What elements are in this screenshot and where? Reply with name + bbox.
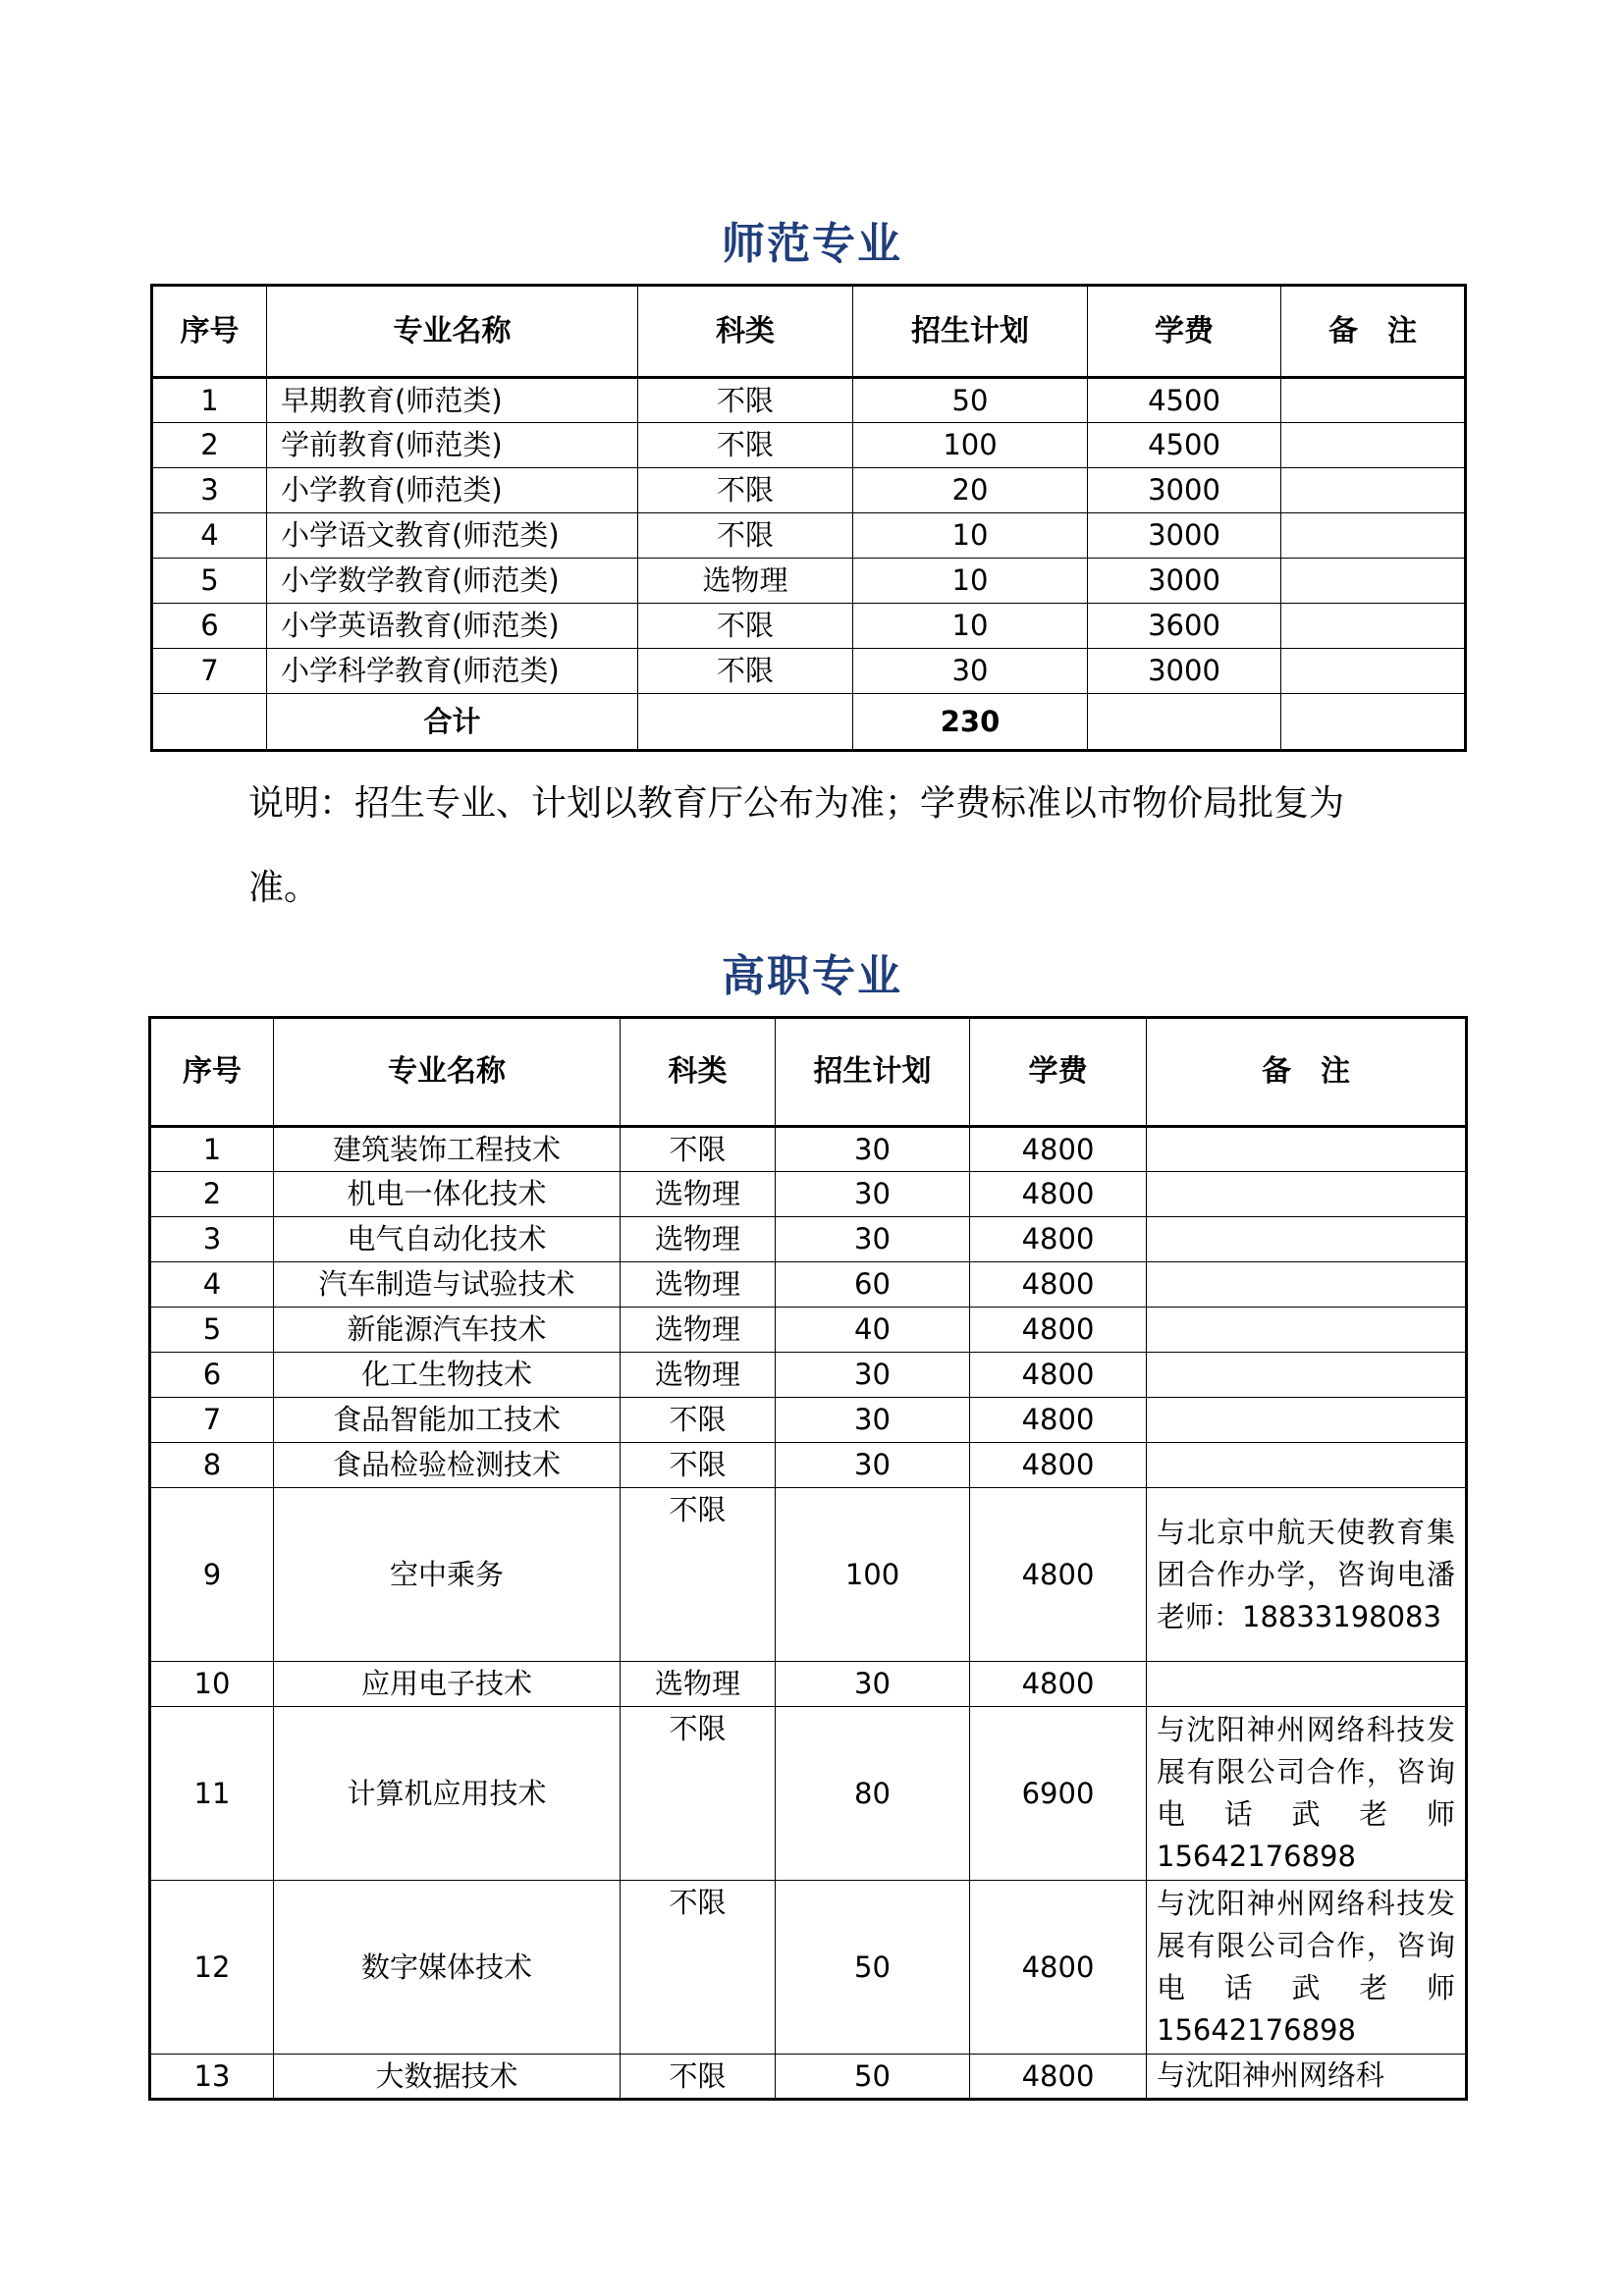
row-number-cell: 4 — [152, 513, 267, 559]
major-name-cell: 汽车制造与试验技术 — [274, 1262, 621, 1308]
tuition-fee-cell: 4800 — [970, 1262, 1147, 1308]
column-header-name: 专业名称 — [267, 286, 638, 378]
row-number-cell: 5 — [150, 1308, 274, 1353]
table-row — [150, 1443, 1467, 1488]
tuition-fee-cell: 3000 — [1088, 559, 1281, 604]
major-name-cell: 早期教育(师范类) — [267, 378, 638, 423]
row-number-cell: 8 — [150, 1443, 274, 1488]
major-name-cell: 空中乘务 — [274, 1488, 621, 1662]
subject-category-cell: 不限 — [638, 513, 853, 559]
major-name-cell: 食品智能加工技术 — [274, 1398, 621, 1443]
subject-category-cell: 不限 — [638, 604, 853, 649]
major-name-cell: 计算机应用技术 — [274, 1707, 621, 1881]
major-name-cell: 机电一体化技术 — [274, 1172, 621, 1217]
tuition-fee-cell: 4800 — [970, 1443, 1147, 1488]
table-header-row — [150, 1018, 1467, 1127]
column-header-plan: 招生计划 — [853, 286, 1088, 378]
remark-cell: 与沈阳神州网络科技发展有限公司合作，咨询电话武老师15642176898 — [1147, 1707, 1467, 1881]
subject-category-cell: 选物理 — [621, 1308, 776, 1353]
row-number-cell: 10 — [150, 1662, 274, 1707]
enrollment-plan-cell: 30 — [776, 1217, 970, 1262]
remark-cell — [1147, 1398, 1467, 1443]
major-name-cell: 建筑装饰工程技术 — [274, 1127, 621, 1172]
subject-category-cell: 不限 — [621, 1398, 776, 1443]
column-header-plan: 招生计划 — [776, 1018, 970, 1127]
column-header-category: 科类 — [621, 1018, 776, 1127]
major-name-cell: 小学科学教育(师范类) — [267, 649, 638, 694]
remark-cell — [1147, 1262, 1467, 1308]
major-name-cell: 学前教育(师范类) — [267, 423, 638, 468]
subject-category-cell: 不限 — [638, 423, 853, 468]
remark-cell — [1281, 378, 1466, 423]
row-number-cell: 1 — [152, 378, 267, 423]
subject-category-cell: 选物理 — [621, 1353, 776, 1398]
enrollment-plan-cell: 100 — [776, 1488, 970, 1662]
subject-category-cell: 选物理 — [621, 1662, 776, 1707]
remark-cell — [1281, 604, 1466, 649]
table-row — [152, 649, 1466, 694]
enrollment-plan-cell: 60 — [776, 1262, 970, 1308]
table-row — [150, 1172, 1467, 1217]
row-number-cell: 6 — [152, 604, 267, 649]
remark-cell — [1147, 1172, 1467, 1217]
tuition-fee-cell: 4800 — [970, 1488, 1147, 1662]
remark-cell — [1147, 1443, 1467, 1488]
column-header-remark: 备 注 — [1281, 286, 1466, 378]
enrollment-plan-cell: 50 — [776, 1881, 970, 2055]
table-row — [152, 468, 1466, 513]
table-row — [150, 1262, 1467, 1308]
remark-cell — [1147, 1662, 1467, 1707]
total-category-cell — [638, 694, 853, 751]
column-header-no: 序号 — [152, 286, 267, 378]
major-name-cell: 大数据技术 — [274, 2055, 621, 2100]
remark-cell — [1147, 1308, 1467, 1353]
tuition-fee-cell: 3000 — [1088, 468, 1281, 513]
remark-cell — [1147, 1353, 1467, 1398]
major-name-cell: 小学语文教育(师范类) — [267, 513, 638, 559]
column-header-fee: 学费 — [970, 1018, 1147, 1127]
table-row — [150, 1881, 1467, 2055]
table-row — [150, 1398, 1467, 1443]
remark-cell — [1147, 1217, 1467, 1262]
major-name-cell: 小学数学教育(师范类) — [267, 559, 638, 604]
remark-cell: 与沈阳神州网络科 — [1147, 2055, 1467, 2100]
table-row — [150, 2055, 1467, 2100]
tuition-fee-cell: 4500 — [1088, 378, 1281, 423]
column-header-fee: 学费 — [1088, 286, 1281, 378]
row-number-cell: 7 — [152, 649, 267, 694]
tuition-fee-cell: 4800 — [970, 1127, 1147, 1172]
row-number-cell: 13 — [150, 2055, 274, 2100]
column-header-remark: 备 注 — [1147, 1018, 1467, 1127]
table-row — [150, 1217, 1467, 1262]
tuition-fee-cell: 4800 — [970, 1353, 1147, 1398]
major-name-cell: 食品检验检测技术 — [274, 1443, 621, 1488]
table-row — [152, 604, 1466, 649]
tuition-fee-cell: 4800 — [970, 1308, 1147, 1353]
enrollment-plan-cell: 30 — [776, 1127, 970, 1172]
row-number-cell: 7 — [150, 1398, 274, 1443]
vocational-section-title: 高职专业 — [722, 951, 902, 1001]
row-number-cell: 2 — [150, 1172, 274, 1217]
subject-category-cell: 选物理 — [621, 1172, 776, 1217]
remark-cell — [1281, 513, 1466, 559]
enrollment-plan-cell: 10 — [853, 559, 1088, 604]
enrollment-plan-cell: 100 — [853, 423, 1088, 468]
table-row — [150, 1308, 1467, 1353]
column-header-name: 专业名称 — [274, 1018, 621, 1127]
total-fee-cell — [1088, 694, 1281, 751]
row-number-cell: 2 — [152, 423, 267, 468]
enrollment-plan-cell: 10 — [853, 513, 1088, 559]
major-name-cell: 小学英语教育(师范类) — [267, 604, 638, 649]
note-paragraph: 说明：招生专业、计划以教育厅公布为准；学费标准以市物价局批复为准。 — [248, 783, 1345, 908]
subject-category-cell: 不限 — [621, 1127, 776, 1172]
tuition-fee-cell: 3600 — [1088, 604, 1281, 649]
table-row — [152, 378, 1466, 423]
row-number-cell: 1 — [150, 1127, 274, 1172]
tuition-fee-cell: 4800 — [970, 1398, 1147, 1443]
subject-category-cell: 选物理 — [621, 1217, 776, 1262]
table-header-row — [152, 286, 1466, 378]
table-row — [152, 423, 1466, 468]
total-label: 合计 — [267, 694, 638, 751]
subject-category-cell: 不限 — [638, 649, 853, 694]
enrollment-plan-cell: 20 — [853, 468, 1088, 513]
row-number-cell: 5 — [152, 559, 267, 604]
table-row — [152, 559, 1466, 604]
table-row — [150, 1353, 1467, 1398]
enrollment-plan-cell: 30 — [853, 649, 1088, 694]
remark-cell — [1281, 468, 1466, 513]
normal-majors-table — [150, 284, 1467, 752]
table-row — [152, 513, 1466, 559]
subject-category-cell: 不限 — [621, 2055, 776, 2100]
row-number-cell: 9 — [150, 1488, 274, 1662]
table-row — [150, 1127, 1467, 1172]
major-name-cell: 应用电子技术 — [274, 1662, 621, 1707]
remark-cell — [1281, 559, 1466, 604]
remark-cell — [1281, 423, 1466, 468]
subject-category-cell: 不限 — [621, 1488, 776, 1662]
table-row — [150, 1707, 1467, 1881]
tuition-fee-cell: 6900 — [970, 1707, 1147, 1881]
enrollment-plan-cell: 50 — [776, 2055, 970, 2100]
remark-cell: 与北京中航天使教育集团合作办学，咨询电潘老师：18833198083 — [1147, 1488, 1467, 1662]
subject-category-cell: 不限 — [621, 1881, 776, 2055]
tuition-fee-cell: 3000 — [1088, 649, 1281, 694]
tuition-fee-cell: 4800 — [970, 2055, 1147, 2100]
row-number-cell: 6 — [150, 1353, 274, 1398]
table-row — [150, 1662, 1467, 1707]
row-number-cell: 11 — [150, 1707, 274, 1881]
subject-category-cell: 不限 — [621, 1707, 776, 1881]
enrollment-plan-cell: 30 — [776, 1172, 970, 1217]
column-header-category: 科类 — [638, 286, 853, 378]
tuition-fee-cell: 4800 — [970, 1172, 1147, 1217]
enrollment-plan-cell: 40 — [776, 1308, 970, 1353]
vocational-majors-table — [148, 1016, 1468, 2101]
enrollment-plan-cell: 30 — [776, 1443, 970, 1488]
row-number-cell: 12 — [150, 1881, 274, 2055]
remark-cell — [1147, 1127, 1467, 1172]
total-row — [152, 694, 1466, 751]
major-name-cell: 化工生物技术 — [274, 1353, 621, 1398]
remark-cell — [1281, 649, 1466, 694]
row-number-cell: 3 — [150, 1217, 274, 1262]
total-remark-cell — [1281, 694, 1466, 751]
tuition-fee-cell: 4800 — [970, 1217, 1147, 1262]
major-name-cell: 数字媒体技术 — [274, 1881, 621, 2055]
table-row — [150, 1488, 1467, 1662]
subject-category-cell: 不限 — [621, 1443, 776, 1488]
enrollment-plan-cell: 30 — [776, 1398, 970, 1443]
subject-category-cell: 不限 — [638, 378, 853, 423]
major-name-cell: 小学教育(师范类) — [267, 468, 638, 513]
column-header-no: 序号 — [150, 1018, 274, 1127]
enrollment-plan-cell: 30 — [776, 1353, 970, 1398]
row-number-cell: 4 — [150, 1262, 274, 1308]
total-plan: 230 — [853, 694, 1088, 751]
remark-cell: 与沈阳神州网络科技发展有限公司合作，咨询电话武老师15642176898 — [1147, 1881, 1467, 2055]
tuition-fee-cell: 4800 — [970, 1881, 1147, 2055]
tuition-fee-cell: 3000 — [1088, 513, 1281, 559]
tuition-fee-cell: 4800 — [970, 1662, 1147, 1707]
enrollment-plan-cell: 80 — [776, 1707, 970, 1881]
enrollment-plan-cell: 10 — [853, 604, 1088, 649]
subject-category-cell: 选物理 — [638, 559, 853, 604]
major-name-cell: 新能源汽车技术 — [274, 1308, 621, 1353]
subject-category-cell: 选物理 — [621, 1262, 776, 1308]
enrollment-plan-cell: 50 — [853, 378, 1088, 423]
major-name-cell: 电气自动化技术 — [274, 1217, 621, 1262]
enrollment-plan-cell: 30 — [776, 1662, 970, 1707]
total-no-cell — [152, 694, 267, 751]
normal-section-title: 师范专业 — [722, 219, 902, 269]
subject-category-cell: 不限 — [638, 468, 853, 513]
row-number-cell: 3 — [152, 468, 267, 513]
tuition-fee-cell: 4500 — [1088, 423, 1281, 468]
